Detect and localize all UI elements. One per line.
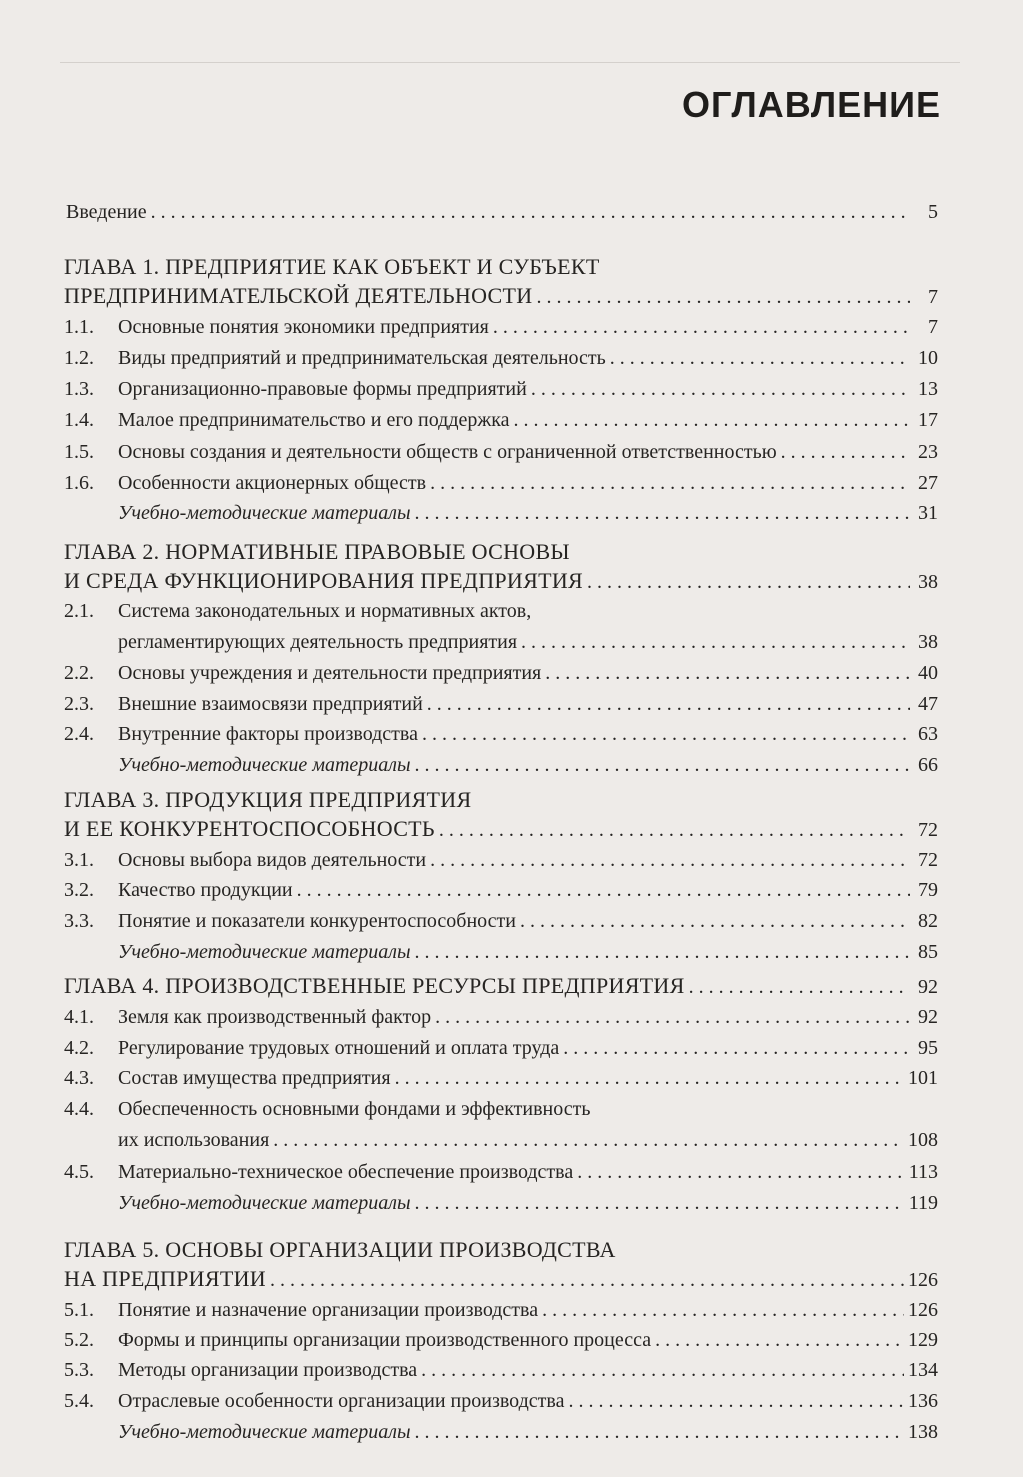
dot-leader — [427, 692, 910, 716]
chapter-heading — [64, 817, 938, 842]
section-number: 2.2. — [64, 662, 94, 684]
materials-entry — [118, 753, 938, 777]
page-number: 82 — [918, 910, 938, 932]
section-entry — [64, 1066, 938, 1090]
section-number: 4.4. — [64, 1098, 94, 1120]
section-entry — [64, 377, 938, 401]
page-number: 101 — [908, 1067, 938, 1089]
dot-leader — [689, 975, 910, 999]
chapter-title: НА ПРЕДПРИЯТИИ — [64, 1266, 266, 1291]
dot-leader — [514, 408, 910, 432]
entry-title: Особенности акционерных обществ — [118, 472, 427, 494]
dot-leader — [435, 1005, 910, 1029]
page-number: 85 — [918, 941, 938, 963]
chapter-heading: ГЛАВА 1. ПРЕДПРИЯТИЕ КАК ОБЪЕКТ И СУБЪЕКТ — [64, 254, 600, 279]
section-number: 4.3. — [64, 1067, 94, 1089]
section-entry — [64, 1358, 938, 1382]
section-number: 1.2. — [64, 347, 94, 369]
entry-title: Основы учреждения и деятельности предприятия — [118, 662, 542, 684]
section-entry — [64, 722, 938, 746]
entry-title: Понятие и показатели конкурентоспособности — [118, 910, 516, 932]
page-number: 72 — [918, 849, 938, 871]
page-number: 5 — [928, 201, 938, 223]
section-number: 1.6. — [64, 472, 94, 494]
dot-leader — [395, 1066, 904, 1090]
dot-leader — [415, 1420, 904, 1444]
section-entry — [64, 346, 938, 370]
dot-leader — [520, 909, 910, 933]
section-number: 2.4. — [64, 723, 94, 745]
section-entry — [64, 1389, 938, 1413]
section-entry — [64, 471, 938, 495]
page-number: 66 — [918, 754, 938, 776]
section-number: 3.1. — [64, 849, 94, 871]
page-number: 23 — [918, 441, 938, 463]
dot-leader — [422, 722, 910, 746]
dot-leader — [542, 1298, 904, 1322]
dot-leader — [610, 346, 910, 370]
entry-title: Малое предпринимательство и его поддержка — [118, 409, 510, 431]
section-number: 2.3. — [64, 693, 94, 715]
section-number: 1.5. — [64, 441, 94, 463]
chapter-title: ГЛАВА 4. ПРОИЗВОДСТВЕННЫЕ РЕСУРСЫ ПРЕДПРИЯТИЯ — [64, 973, 685, 998]
materials-entry — [118, 501, 938, 525]
entry-title: Отраслевые особенности организации производства — [118, 1390, 565, 1412]
page-number: 92 — [918, 1006, 938, 1028]
page-number: 138 — [908, 1421, 938, 1443]
entry-title: Основы выбора видов деятельности — [118, 849, 427, 871]
dot-leader — [655, 1328, 904, 1352]
section-entry — [118, 1128, 938, 1152]
dot-leader — [531, 377, 910, 401]
entry-title-line: Обеспеченность основными фондами и эффективность — [118, 1098, 591, 1120]
entry-title: Учебно-методические материалы — [118, 941, 411, 963]
section-entry — [64, 1298, 938, 1322]
page-number: 136 — [908, 1390, 938, 1412]
dot-leader — [273, 1128, 904, 1152]
chapter-heading: ГЛАВА 5. ОСНОВЫ ОРГАНИЗАЦИИ ПРОИЗВОДСТВА — [64, 1237, 616, 1262]
entry-title: Состав имущества предприятия — [118, 1067, 391, 1089]
page-number: 38 — [918, 631, 938, 653]
page-number: 47 — [918, 693, 938, 715]
dot-leader — [439, 818, 910, 842]
section-entry — [64, 408, 938, 432]
chapter-title: И ЕЕ КОНКУРЕНТОСПОСОБНОСТЬ — [64, 816, 435, 841]
section-number: 1.3. — [64, 378, 94, 400]
entry-title: Виды предприятий и предпринимательская деятельность — [118, 347, 606, 369]
section-number: 1.1. — [64, 316, 94, 338]
entry-title: Учебно-методические материалы — [118, 1192, 411, 1214]
section-entry — [64, 1036, 938, 1060]
entry-title: регламентирующих деятельность предприятия — [118, 631, 518, 653]
entry-title: Учебно-методические материалы — [118, 502, 411, 524]
materials-entry — [118, 1420, 938, 1444]
dot-leader — [493, 315, 910, 339]
section-entry — [64, 878, 938, 902]
page-number: 13 — [918, 378, 938, 400]
page-number: 113 — [908, 1161, 938, 1183]
section-number: 3.3. — [64, 910, 94, 932]
page-number: 27 — [918, 472, 938, 494]
section-entry — [64, 1160, 938, 1184]
dot-leader — [151, 200, 910, 224]
page-number: 129 — [908, 1329, 938, 1351]
page-number: 92 — [918, 976, 938, 998]
section-number: 5.2. — [64, 1329, 94, 1351]
entry-title: Качество продукции — [118, 879, 293, 901]
entry-title: Материально-техническое обеспечение производства — [118, 1161, 574, 1183]
chapter-heading: ГЛАВА 3. ПРОДУКЦИЯ ПРЕДПРИЯТИЯ — [64, 787, 472, 812]
dot-leader — [781, 440, 910, 464]
section-number: 4.1. — [64, 1006, 94, 1028]
materials-entry — [118, 1191, 938, 1215]
entry-title: Методы организации производства — [118, 1359, 418, 1381]
section-entry — [64, 848, 938, 872]
page-number: 72 — [918, 819, 938, 841]
page-number: 134 — [908, 1359, 938, 1381]
entry-title: Формы и принципы организации производственного процесса — [118, 1329, 652, 1351]
entry-title: Земля как производственный фактор — [118, 1006, 432, 1028]
dot-leader — [297, 878, 910, 902]
section-entry — [64, 909, 938, 933]
page-number: 119 — [908, 1192, 938, 1214]
section-number: 5.1. — [64, 1299, 94, 1321]
page-number: 108 — [908, 1129, 938, 1151]
dot-leader — [587, 570, 910, 594]
entry-title: их использования — [118, 1129, 270, 1151]
entry-title-line: Система законодательных и нормативных актов, — [118, 600, 532, 622]
section-number: 5.4. — [64, 1390, 94, 1412]
entry-title: Основные понятия экономики предприятия — [118, 316, 489, 338]
chapter-title: И СРЕДА ФУНКЦИОНИРОВАНИЯ ПРЕДПРИЯТИЯ — [64, 568, 583, 593]
page-number: 95 — [918, 1037, 938, 1059]
dot-leader — [415, 753, 910, 777]
chapter-heading: ГЛАВА 2. НОРМАТИВНЫЕ ПРАВОВЫЕ ОСНОВЫ — [64, 539, 570, 564]
dot-leader — [415, 501, 910, 525]
section-number: 5.3. — [64, 1359, 94, 1381]
section-entry — [64, 692, 938, 716]
entry-title: Введение — [66, 201, 147, 223]
dot-leader — [415, 1191, 905, 1215]
materials-entry — [118, 940, 938, 964]
dot-leader — [430, 471, 910, 495]
chapter-title: ПРЕДПРИНИМАТЕЛЬСКОЙ ДЕЯТЕЛЬНОСТИ — [64, 283, 533, 308]
section-entry — [64, 1328, 938, 1352]
section-entry — [118, 630, 938, 654]
section-entry-first-line — [64, 1097, 591, 1121]
chapter-heading — [64, 1267, 938, 1292]
entry-title: Учебно-методические материалы — [118, 754, 411, 776]
dot-leader — [536, 285, 910, 309]
page-number: 40 — [918, 662, 938, 684]
entry-title: Внешние взаимосвязи предприятий — [118, 693, 423, 715]
entry-title: Основы создания и деятельности обществ с ограниченной ответственностью — [118, 441, 777, 463]
page-number: 126 — [908, 1269, 938, 1291]
toc-entry-intro — [66, 200, 938, 224]
dot-leader — [415, 940, 910, 964]
page-number: 31 — [918, 502, 938, 524]
dot-leader — [563, 1036, 910, 1060]
entry-title: Организационно-правовые формы предприятий — [118, 378, 527, 400]
entry-title: Учебно-методические материалы — [118, 1421, 411, 1443]
section-number: 4.2. — [64, 1037, 94, 1059]
section-number: 1.4. — [64, 409, 94, 431]
section-number: 4.5. — [64, 1161, 94, 1183]
dot-leader — [545, 661, 910, 685]
page-number: 126 — [908, 1299, 938, 1321]
page-number: 38 — [918, 571, 938, 593]
page-number: 7 — [928, 286, 938, 308]
page-number: 63 — [918, 723, 938, 745]
section-entry — [64, 440, 938, 464]
chapter-heading — [64, 974, 938, 999]
dot-leader — [270, 1268, 904, 1292]
section-entry — [64, 315, 938, 339]
page-number: 7 — [928, 316, 938, 338]
entry-title: Регулирование трудовых отношений и оплата труда — [118, 1037, 560, 1059]
dot-leader — [568, 1389, 904, 1413]
dot-leader — [521, 630, 910, 654]
dot-leader — [421, 1358, 904, 1382]
dot-leader — [577, 1160, 905, 1184]
section-entry-first-line — [64, 599, 531, 623]
section-number: 3.2. — [64, 879, 94, 901]
section-entry — [64, 661, 938, 685]
page-number: 10 — [918, 347, 938, 369]
entry-title: Понятие и назначение организации производства — [118, 1299, 539, 1321]
dot-leader — [430, 848, 910, 872]
section-entry — [64, 1005, 938, 1029]
page-number: 17 — [918, 409, 938, 431]
entry-title: Внутренние факторы производства — [118, 723, 418, 745]
chapter-heading — [64, 284, 938, 309]
page-number: 79 — [918, 879, 938, 901]
chapter-heading — [64, 569, 938, 594]
page-title: ОГЛАВЛЕНИЕ — [681, 84, 941, 125]
section-number: 2.1. — [64, 600, 94, 622]
